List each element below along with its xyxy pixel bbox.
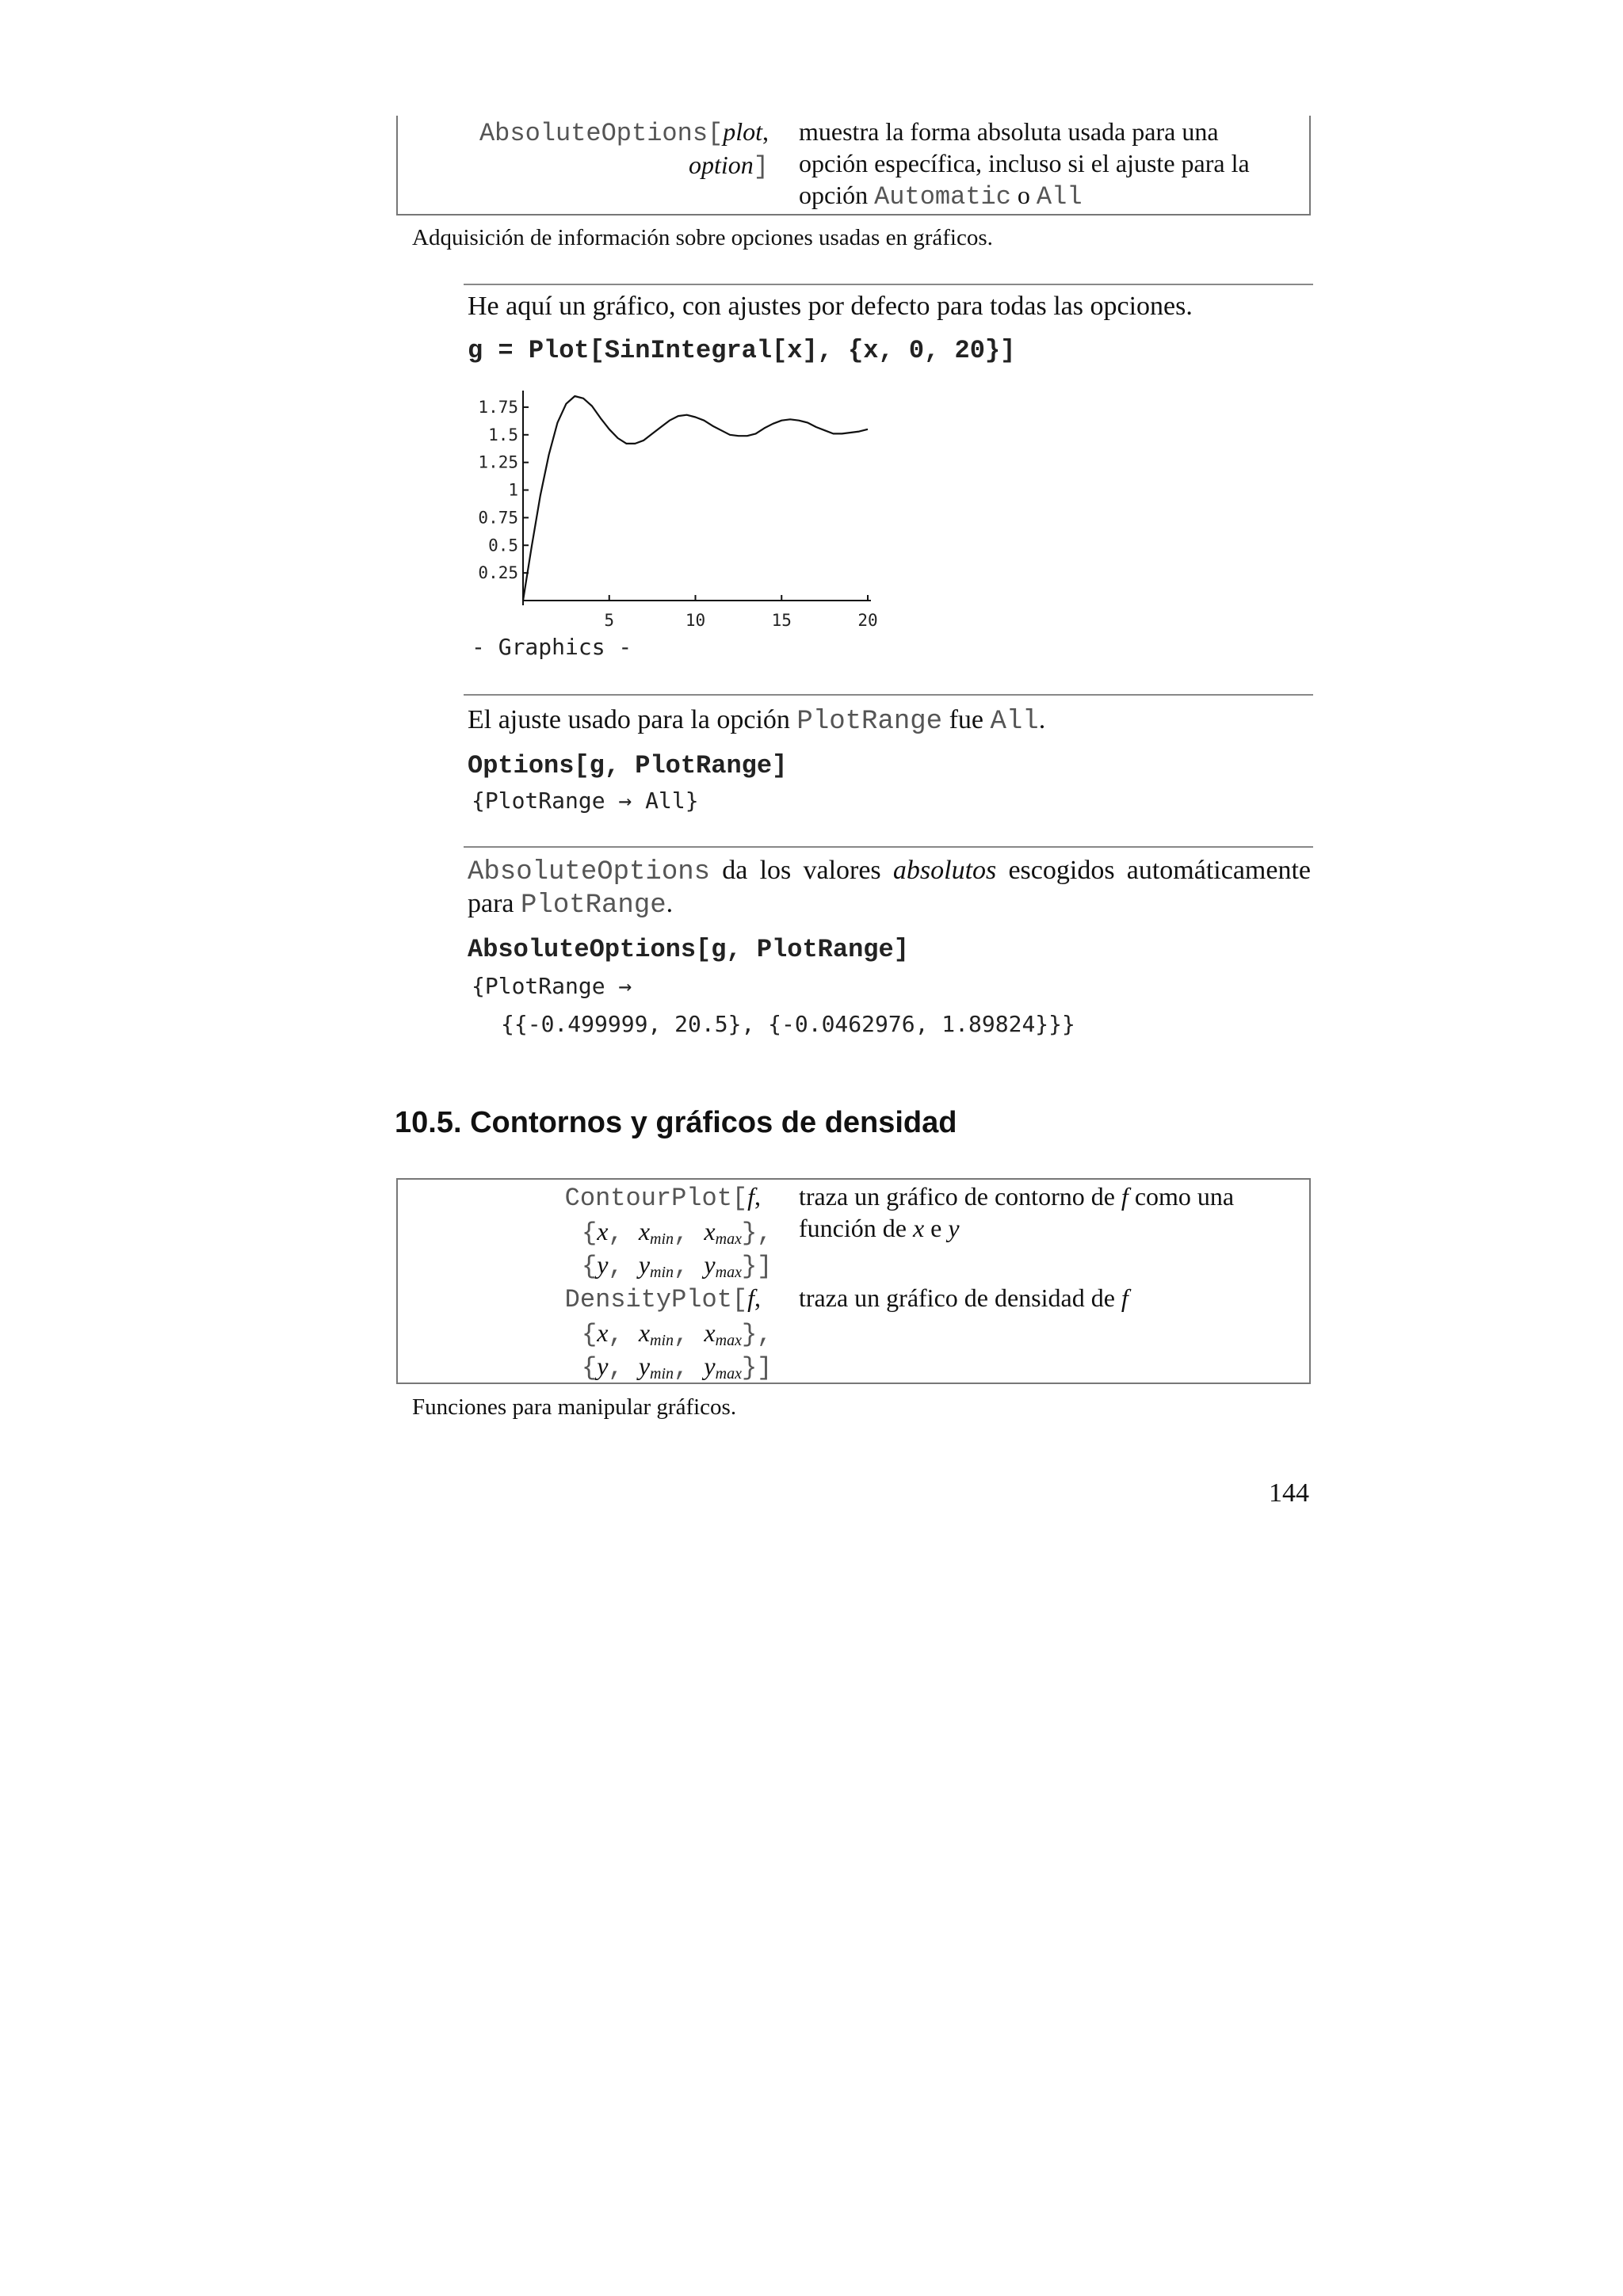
y-tick-label: 1.75 [478,397,518,417]
page-number: 144 [1269,1478,1309,1508]
section-heading: 10.5. Contornos y gráficos de densidad [395,1106,957,1139]
densityplot-syntax-line2: {x, $x_{min}$, $x_{max}$}, [582,1318,773,1349]
cell2-input-code: Options[g, PlotRange] [468,751,788,780]
cell3-input-code: AbsoluteOptions[g, PlotRange] [468,935,909,964]
contourplot-description-line2: función de x e y [799,1214,960,1242]
densityplot-description: traza un gráfico de densidad de f [799,1283,1128,1312]
x-tick-label: 15 [771,611,792,630]
contourplot-syntax-line3: {y, $y_{min}$, $y_{max}$}] [582,1250,773,1281]
y-tick-label: 0.25 [478,563,518,583]
cell1-text: He aquí un gráfico, con ajustes por defecto para todas las opciones. [468,292,1193,321]
absoluteoptions-description-line3: opción Automatic o All [799,181,1083,212]
absoluteoptions-description-line1: muestra la forma absoluta usada para una [799,117,1219,146]
x-tick-label: 10 [685,611,706,630]
cell-divider-2 [464,694,1313,696]
cell2-text: El ajuste usado para la opción PlotRange fue All. [468,705,1046,737]
absoluteoptions-syntax-line2: option] [689,151,769,181]
cell-divider-3 [464,846,1313,848]
y-tick-label: 0.5 [488,536,518,555]
cell3-output-line2: {{-0.499999, 20.5}, {-0.0462976, 1.89824}}} [501,1011,1075,1037]
x-tick-label: 5 [604,611,615,630]
contourplot-description-line1: traza un gráfico de contorno de f como una [799,1182,1235,1211]
contourplot-syntax-line2: {x, $x_{min}$, $x_{max}$}, [582,1217,773,1248]
densityplot-syntax-line3: {y, $y_{min}$, $y_{max}$}] [582,1352,773,1383]
sinintegral-curve [523,396,868,601]
y-tick-label: 1.5 [488,425,518,444]
cell1-input-code: g = Plot[SinIntegral[x], {x, 0, 20}] [468,336,1016,365]
cell2-output: {PlotRange → All} [472,788,699,814]
cell1-output-graphics: - Graphics - [472,634,632,660]
sinintegral-plot [460,379,888,640]
table-caption-2: Funciones para manipular gráficos. [412,1394,737,1420]
cell-divider-1 [464,284,1313,285]
x-tick-label: 20 [857,611,878,630]
table-caption-1: Adquisición de información sobre opciones usadas en gráficos. [412,225,993,250]
y-tick-label: 0.75 [478,508,518,528]
cell3-text-line2: para PlotRange. [468,889,674,921]
absoluteoptions-syntax-line1: AbsoluteOptions[plot, [479,117,769,148]
cell3-output-line1: {PlotRange → [472,973,632,999]
y-tick-label: 1 [508,480,518,500]
y-tick-label: 1.25 [478,452,518,472]
absoluteoptions-description-line2: opción específica, incluso si el ajuste para la [799,149,1250,177]
contourplot-syntax-line1: ContourPlot[f, [564,1182,761,1213]
densityplot-syntax-line1: DensityPlot[f, [564,1283,761,1314]
cell3-text-line1: AbsoluteOptions da los valores absolutos escogidos automáticamente [468,856,1311,887]
